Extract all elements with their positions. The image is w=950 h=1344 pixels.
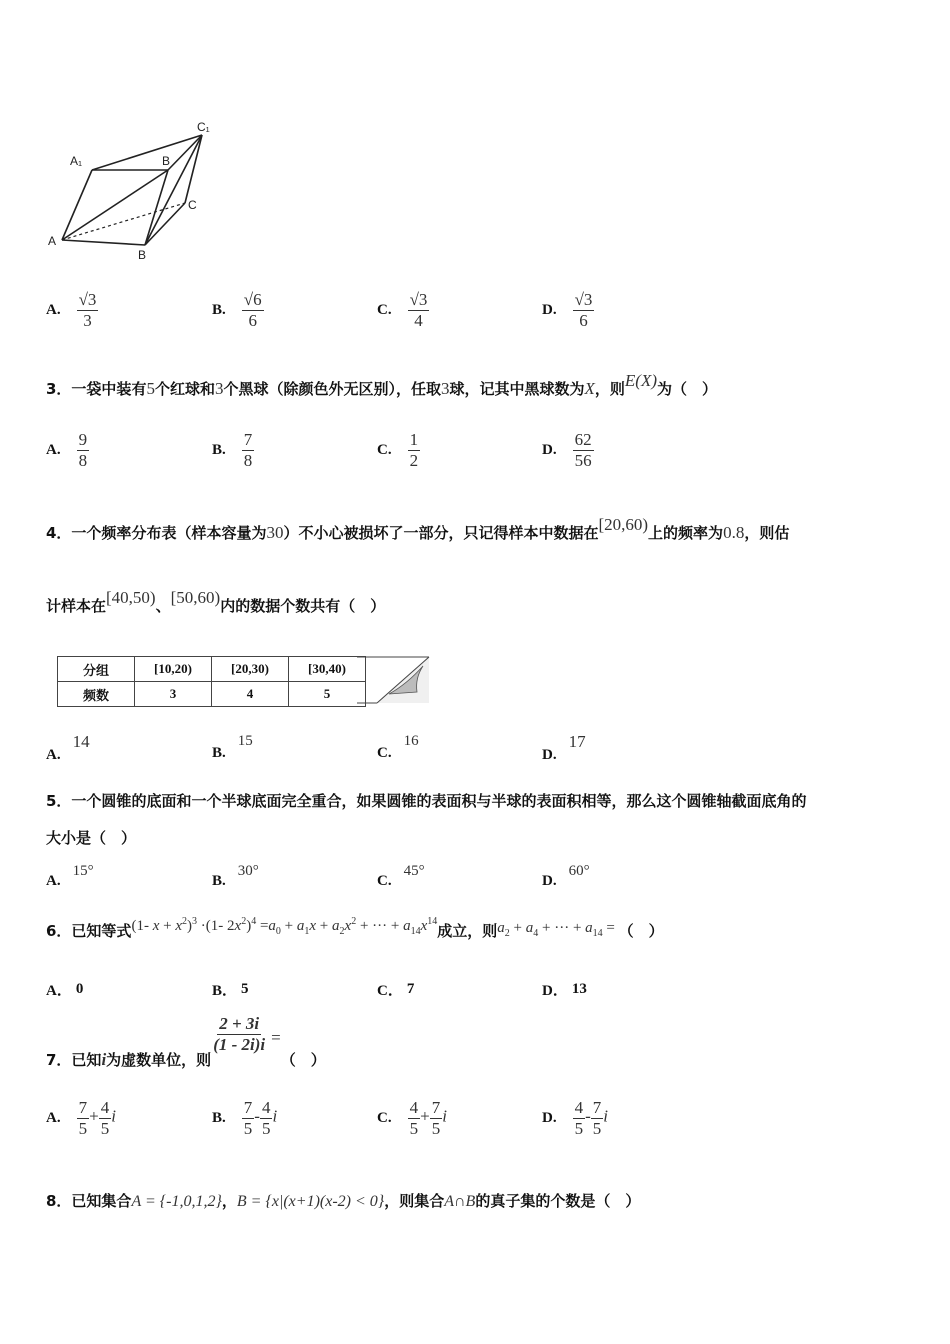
q6-option-d[interactable]: D． 13 [542,981,587,999]
q6-option-c[interactable]: C． 7 [377,981,415,999]
option-label: B. [212,301,226,318]
table-cell: 3 [135,682,212,707]
q2-option-b[interactable] [212,290,264,330]
table-cell: [20,30) [212,657,289,682]
question-4-line2: 计样本在[40,50)、[50,60)内的数据个数共有（ ） [46,588,386,615]
q6-option-b[interactable]: B． 5 [212,981,249,999]
label-a: A [48,234,57,248]
question-6: 6．已知等式(1- $x + x^2)^3 \cdot(1-$ $2x^2)^4 =a_0 + a_1x + a_2x^2$ + ··· + $a_{14}x^{14}$成立，则$a_2 + a_4$ + ··· + $a_{14}$ = （ ） [46,916,664,940]
frequency-table [57,656,443,707]
q7-fraction: $\frac{2 + 3i}{(1 - 2i)i}$ [213,1014,266,1054]
table-cell: 分组 [58,657,135,682]
table-cell: 5 [289,682,366,707]
q5-option-b[interactable]: B.30° [212,863,259,889]
question-3: 3．一袋中装有5个红球和3个黑球（除颜色外无区别），任取3球，记其中黑球数为X，则E(X)为（ ） [46,371,718,398]
label-c1: C₁ [197,120,210,134]
label-b1: B [162,154,171,168]
q5-option-d[interactable]: D.60° [542,863,590,889]
q2-option-d[interactable] [542,290,594,330]
q3-option-a[interactable]: A. $\frac{9}{8}$ [46,430,88,470]
label-b: B [138,248,147,262]
q7-option-d[interactable]: D. $\frac{4}{5}$ - $\frac{7}{5}$ i [542,1098,608,1138]
option-fraction: $\frac{√3}{4}$ [409,290,428,330]
option-fraction: $\frac{√3}{6}$ [574,290,593,330]
q3-option-d[interactable]: D. $\frac{62}{56}$ [542,430,592,470]
question-4-line1: 4．一个频率分布表（样本容量为30）不小心被损坏了一部分，只记得样本中数据在[20,60)上的频率为0.8，则估 [46,515,790,542]
q4-option-b[interactable]: B.15 [212,733,253,761]
q5-option-a[interactable]: A.15° [46,863,94,889]
q7-option-b[interactable]: B. $\frac{7}{5}$ - $\frac{4}{5}$ i [212,1098,278,1138]
question-7: 7．已知i为虚数单位，则 $\frac{2 + 3i}{(1 - 2i)i}$ =（ ） [46,1014,326,1069]
edge-c-c1 [185,135,202,203]
q6-equation: (1- $x + x^2)^3 \cdot(1-$ $2x^2)^4 =a_0 + a_1x + a_2x^2$ + ··· + $a_{14}x^{14}$ [131,916,438,937]
q7-option-c[interactable]: C. $\frac{4}{5}$ + $\frac{7}{5}$ i [377,1098,447,1138]
q4-option-c[interactable]: C.16 [377,733,419,761]
q3-option-b[interactable]: B. $\frac{7}{8}$ [212,430,253,470]
q6-option-a[interactable]: A． 0 [46,981,84,999]
torn-corner-icon [357,656,431,706]
option-label: D. [542,301,557,318]
option-fraction: $\frac{√6}{6}$ [243,290,262,330]
edge-b-c1 [145,135,202,245]
prism-figure [40,115,230,265]
q6-sum: $a_2 + a_4$ + ··· + $a_{14}$ = [497,920,619,939]
question-5-line2: 大小是（ ） [46,829,137,847]
question-8: 8．已知集合A = {-1,0,1,2}，B = {x|(x+1)(x-2) < 0}，则集合A∩B的真子集的个数是（ ） [46,1192,641,1210]
q3-option-c[interactable]: C. $\frac{1}{2}$ [377,430,419,470]
q4-option-a[interactable]: A.14 [46,732,90,763]
q2-option-a[interactable] [46,290,98,330]
question-5-line1: 5．一个圆锥的底面和一个半球底面完全重合，如果圆锥的表面积与半球的表面积相等，那么这个圆锥轴截面底角的 [46,792,807,810]
q4-option-d[interactable]: D.17 [542,732,586,763]
edge-a-b [62,240,145,245]
edge-a-b1 [62,170,168,240]
table-cell: 4 [212,682,289,707]
option-fraction: $\frac{√3}{3}$ [78,290,97,330]
label-c: C [188,198,197,212]
table-cell: [30,40) [289,657,366,682]
q5-option-c[interactable]: C.45° [377,863,425,889]
table-cell: 频数 [58,682,135,707]
table-cell: [10,20) [135,657,212,682]
option-label: A. [46,301,61,318]
label-a1: A₁ [70,154,83,168]
q7-option-a[interactable]: A. $\frac{7}{5}$ + $\frac{4}{5}$ i [46,1098,116,1138]
q2-option-c[interactable] [377,290,429,330]
option-label: C. [377,301,392,318]
